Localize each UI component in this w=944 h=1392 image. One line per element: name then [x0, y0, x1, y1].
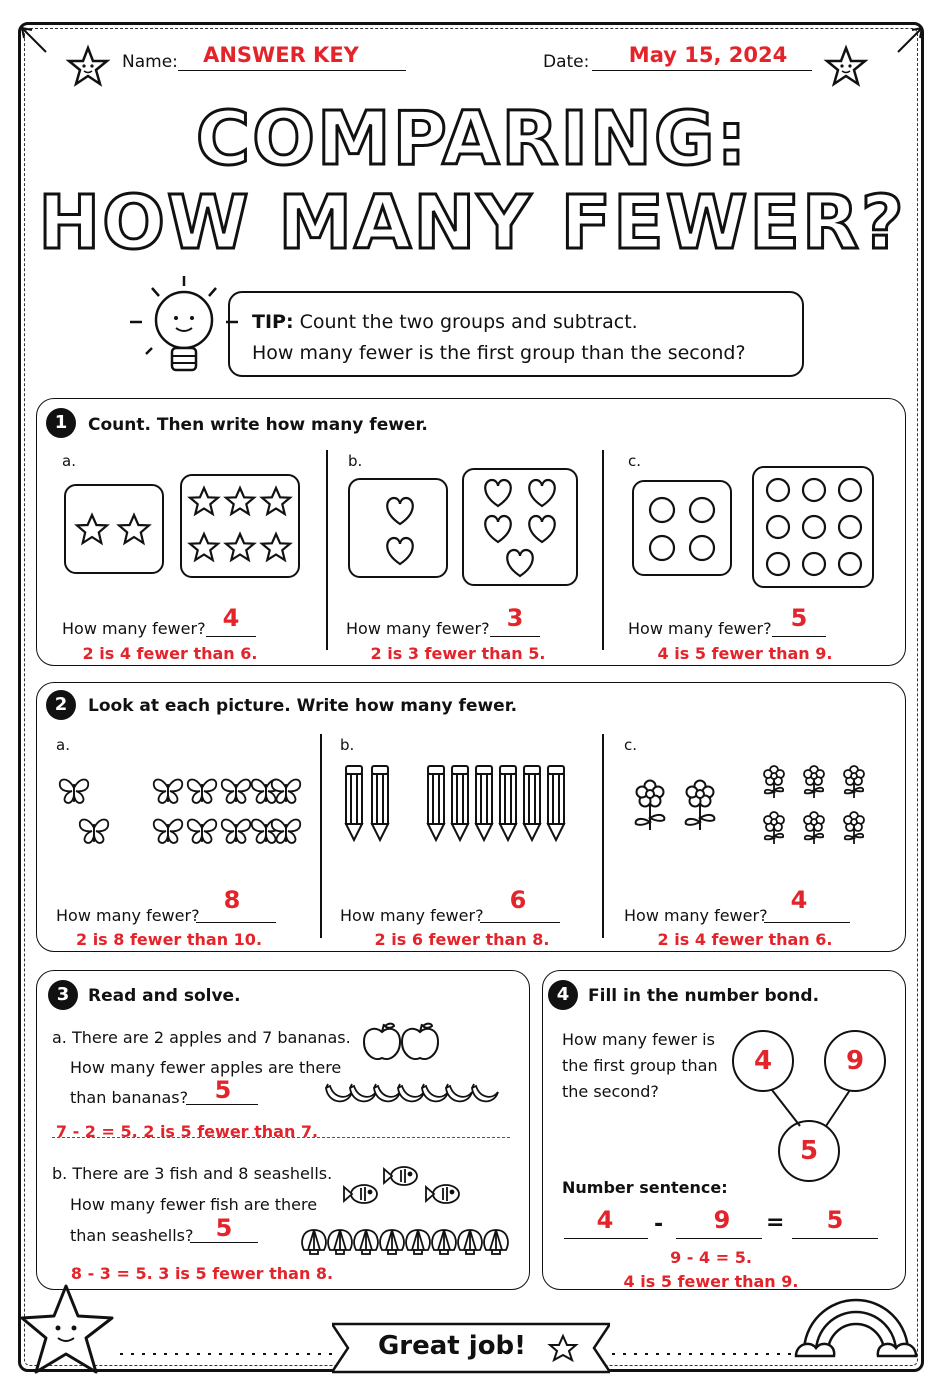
answer-sentence-1c: 4 is 5 fewer than 9. [657, 644, 833, 663]
circle-icon [752, 466, 874, 588]
bond-question-line2: the first group than [562, 1056, 718, 1075]
name-label: Name: [122, 52, 178, 72]
flower-icon [624, 760, 880, 856]
problem-3a-line2: How many fewer apples are there [70, 1058, 342, 1077]
equation-result[interactable]: 5 [826, 1206, 844, 1234]
star-icon [180, 474, 300, 578]
equation-second[interactable]: 9 [713, 1206, 731, 1234]
problem-3b-line1: b. There are 3 fish and 8 seashells. [52, 1164, 333, 1183]
part-label-2a: a. [56, 736, 70, 754]
answer-2b[interactable]: 6 [509, 886, 527, 914]
problem-3b-line3: than seashells? [70, 1226, 194, 1245]
great-job-banner: Great job! [377, 1331, 527, 1361]
page-title-line1: COMPARING: [195, 96, 749, 182]
equation-first[interactable]: 4 [596, 1206, 614, 1234]
bond-circle-left[interactable]: 4 [732, 1030, 794, 1092]
star-face-icon [68, 46, 108, 86]
fish-icon [342, 1160, 472, 1210]
problem-3a-line1: a. There are 2 apples and 7 bananas. [52, 1028, 351, 1047]
answer-line [490, 636, 540, 637]
seashell-icon [298, 1224, 518, 1260]
problem-3b-line2: How many fewer fish are there [70, 1195, 318, 1214]
banana-icon [324, 1076, 506, 1114]
answer-line [564, 1238, 648, 1239]
section-4-number: 4 [548, 980, 578, 1010]
star-face-icon [826, 46, 866, 86]
rainbow-icon [796, 1282, 918, 1364]
name-line [178, 70, 406, 71]
bond-question-line3: the second? [562, 1082, 659, 1101]
answer-2c[interactable]: 4 [790, 886, 808, 914]
section-3-title: Read and solve. [88, 986, 241, 1006]
question-1c: How many fewer? [628, 619, 772, 638]
section-2-number: 2 [46, 690, 76, 720]
heart-icon [462, 468, 578, 586]
dotted-line [612, 1348, 804, 1360]
question-2c: How many fewer? [624, 906, 768, 925]
answer-1c[interactable]: 5 [790, 604, 808, 632]
divider [326, 450, 328, 650]
answer-line [764, 922, 850, 923]
section-1-title: Count. Then write how many fewer. [88, 415, 428, 435]
section-1-number: 1 [46, 408, 76, 438]
tip-box [228, 291, 804, 377]
bond-question-line1: How many fewer is [562, 1030, 715, 1049]
lightbulb-icon [128, 272, 238, 392]
answer-line [186, 1104, 258, 1105]
equals-sign: = [766, 1210, 785, 1235]
answer-line [206, 636, 256, 637]
star-mascot-icon [20, 1282, 120, 1378]
butterfly-icon [50, 770, 310, 850]
answer-sentence-3b: 8 - 3 = 5. 3 is 5 fewer than 8. [70, 1264, 334, 1283]
name-value[interactable]: ANSWER KEY [203, 43, 359, 67]
answer-sentence-2c: 2 is 4 fewer than 6. [657, 930, 833, 949]
answer-line [792, 1238, 878, 1239]
answer-line [676, 1238, 762, 1239]
star-icon [64, 484, 164, 574]
answer-1a[interactable]: 4 [222, 604, 240, 632]
page-title-line2: HOW MANY FEWER? [38, 180, 906, 266]
tip-line2: How many fewer is the first group than the second? [252, 342, 746, 364]
corner-arrow-icon [20, 26, 50, 56]
answer-sentence-2b: 2 is 6 fewer than 8. [374, 930, 550, 949]
divider [320, 734, 322, 938]
part-label-1c: c. [628, 452, 642, 470]
circle-icon [632, 480, 732, 576]
question-2a: How many fewer? [56, 906, 200, 925]
number-sentence-label: Number sentence: [562, 1178, 728, 1197]
question-1b: How many fewer? [346, 619, 490, 638]
question-2b: How many fewer? [340, 906, 484, 925]
tip-label: TIP: [252, 311, 294, 333]
answer-2a[interactable]: 8 [223, 886, 241, 914]
section-3-number: 3 [48, 980, 78, 1010]
tip-line1: Count the two groups and subtract. [299, 311, 638, 333]
part-label-2c: c. [624, 736, 638, 754]
part-label-1b: b. [348, 452, 363, 470]
date-label: Date: [543, 52, 590, 72]
answer-sentence-3a: 7 - 2 = 5. 2 is 5 fewer than 7. [55, 1122, 319, 1141]
divider [602, 450, 604, 650]
bond-circle-bottom[interactable]: 5 [778, 1120, 840, 1182]
answer-line [196, 922, 276, 923]
answer-line [190, 1242, 258, 1243]
answer-sentence-2a: 2 is 8 fewer than 10. [75, 930, 263, 949]
corner-arrow-icon [894, 26, 924, 56]
answer-3b[interactable]: 5 [215, 1214, 233, 1242]
star-outline-icon [548, 1334, 578, 1362]
answer-3a[interactable]: 5 [214, 1076, 232, 1104]
bond-circle-right[interactable]: 9 [824, 1030, 886, 1092]
pencil-icon [338, 764, 594, 844]
minus-sign: - [654, 1212, 664, 1237]
section-2-title: Look at each picture. Write how many fewer. [88, 696, 518, 716]
part-label-1a: a. [62, 452, 76, 470]
answer-sentence-1b: 2 is 3 fewer than 5. [370, 644, 546, 663]
answer-line [480, 922, 560, 923]
divider [602, 734, 604, 938]
answer-line [772, 636, 826, 637]
heart-icon [348, 478, 448, 578]
bond-note-1: 9 - 4 = 5. [670, 1248, 752, 1267]
answer-sentence-1a: 2 is 4 fewer than 6. [82, 644, 258, 663]
dotted-line [120, 1348, 332, 1360]
section-4-title: Fill in the number bond. [588, 986, 820, 1006]
problem-3a-line3: than bananas? [70, 1088, 189, 1107]
bond-note-2: 4 is 5 fewer than 9. [623, 1272, 799, 1291]
date-line [592, 70, 812, 71]
date-value[interactable]: May 15, 2024 [628, 43, 788, 67]
answer-1b[interactable]: 3 [506, 604, 524, 632]
question-1a: How many fewer? [62, 619, 206, 638]
part-label-2b: b. [340, 736, 355, 754]
apple-icon [362, 1016, 442, 1064]
